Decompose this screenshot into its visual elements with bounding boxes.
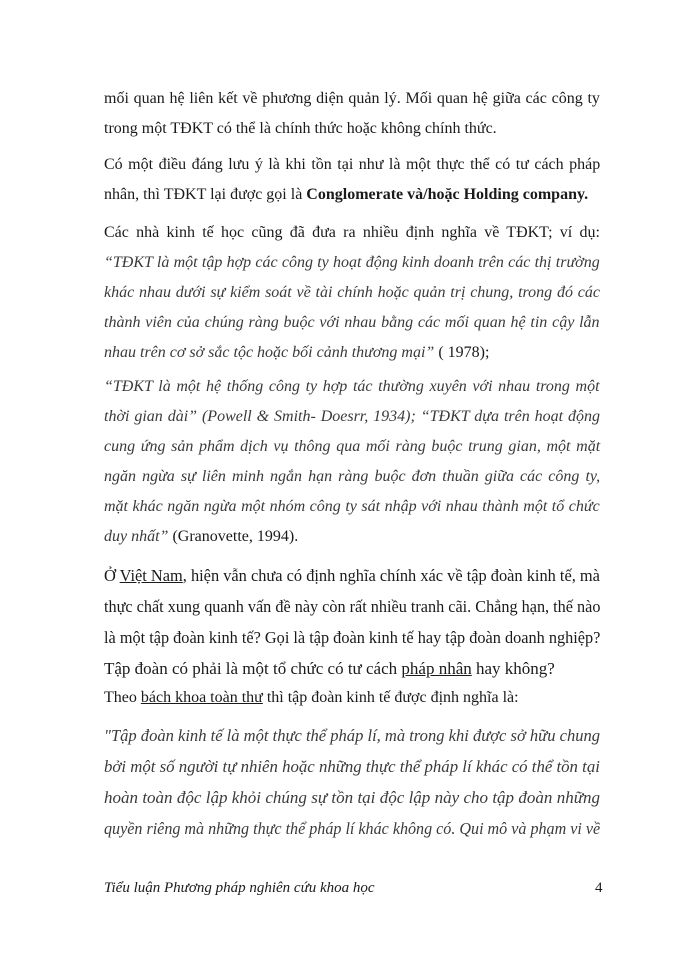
text-line: Các nhà kinh tế học cũng đã đưa ra nhiều định nghĩa về TĐKT; ví dụ:: [104, 224, 600, 241]
text-line: [104, 522, 600, 552]
text-line: thực chất xung quanh vấn đề này còn rất nhiều tranh cãi. Chẳng hạn, thế nào: [104, 597, 601, 616]
paragraph-7: [104, 720, 600, 844]
quote-line: khác nhau dưới sự kiểm soát về tài chính hoặc quản trị chung, trong đó các: [104, 284, 600, 301]
paragraph-1: [104, 84, 600, 144]
text-line: [104, 180, 600, 210]
quote-line: “TĐKT là một tập hợp các công ty hoạt động kinh doanh trên các thị trường: [104, 254, 600, 271]
text-line: Có một điều đáng lưu ý là khi tồn tại như là một thực thể có tư cách pháp: [104, 156, 601, 173]
quote-line: "Tập đoàn kinh tế là một thực thể pháp lí, mà trong khi được sở hữu chung: [104, 726, 601, 745]
paragraph-2: [104, 150, 600, 210]
text-segment: Ở: [104, 566, 120, 585]
paragraph-6: [104, 683, 600, 713]
quote-line: mặt khác ngăn ngừa một nhóm công ty sát nhập với nhau thành một tổ chức: [104, 498, 600, 515]
page-number: 4: [595, 880, 603, 896]
text-line: là một tập đoàn kinh tế? Gọi là tập đoàn kinh tế hay tập đoàn doanh nghiệp?: [104, 628, 601, 647]
text-line: [104, 338, 600, 368]
text-line: mối quan hệ liên kết về phương diện quản lý. Mối quan hệ giữa các công ty: [104, 90, 600, 107]
quote-line: hoàn toàn độc lập khỏi chúng sự tồn tại độc lập này cho tập đoàn những: [104, 788, 600, 807]
text-segment: hay không?: [471, 659, 555, 678]
quote-line: thời gian dài” (Powell & Smith- Doesrr, 1934); “TĐKT dựa trên hoạt động: [104, 408, 600, 425]
footer-title: Tiểu luận Phương pháp nghiên cứu khoa học: [104, 880, 375, 896]
quote-line: bởi một số người tự nhiên hoặc những thực thể pháp lí khác có thể tồn tại: [104, 757, 600, 776]
paragraph-4: [104, 372, 600, 552]
phap-nhan-link[interactable]: pháp nhân: [401, 659, 472, 678]
quote-line: ngăn ngừa sự liên minh ngắn hạn ràng buộc đơn thuần giữa các công ty,: [104, 468, 601, 485]
text-segment: Theo: [104, 689, 141, 706]
text-segment: nhân, thì TĐKT lại được gọi là: [104, 186, 307, 203]
text-line: trong một TĐKT có thể là chính thức hoặc không chính thức.: [104, 120, 497, 137]
text-line: [104, 560, 600, 591]
text-segment: Tập đoàn có phải là một tổ chức có tư cách: [104, 659, 402, 678]
quote-segment: duy nhất”: [104, 528, 169, 545]
paragraph-3: [104, 218, 600, 368]
quote-line: quyền riêng mà những thực thể pháp lí khác không có. Qui mô và phạm vi về: [104, 819, 601, 838]
text-segment: thì tập đoàn kinh tế được định nghĩa là:: [262, 689, 519, 706]
text-segment: , hiện vẫn chưa có định nghĩa chính xác về tập đoàn kinh tế, mà: [182, 566, 600, 585]
quote-line: “TĐKT là một hệ thống công ty hợp tác thường xuyên với nhau trong một: [104, 378, 600, 395]
quote-segment: nhau trên cơ sở sắc tộc hoặc bối cảnh thương mại”: [104, 344, 435, 361]
text-line: [104, 683, 600, 713]
quote-line: thành viên của chúng ràng buộc với nhau bằng các mối quan hệ tin cậy lẫn: [104, 314, 600, 331]
vietnam-link[interactable]: Việt Nam: [119, 566, 183, 585]
conglomerate-term: Conglomerate và/hoặc Holding company.: [306, 186, 589, 203]
text-line: [104, 653, 600, 684]
quote-line: cung ứng sản phẩm dịch vụ thông qua mối ràng buộc trung gian, một mặt: [104, 438, 601, 455]
citation: (Granovette, 1994).: [168, 528, 299, 545]
citation: ( 1978);: [434, 344, 490, 361]
encyclopedia-link[interactable]: bách khoa toàn thư: [140, 689, 263, 706]
paragraph-5: [104, 560, 600, 684]
